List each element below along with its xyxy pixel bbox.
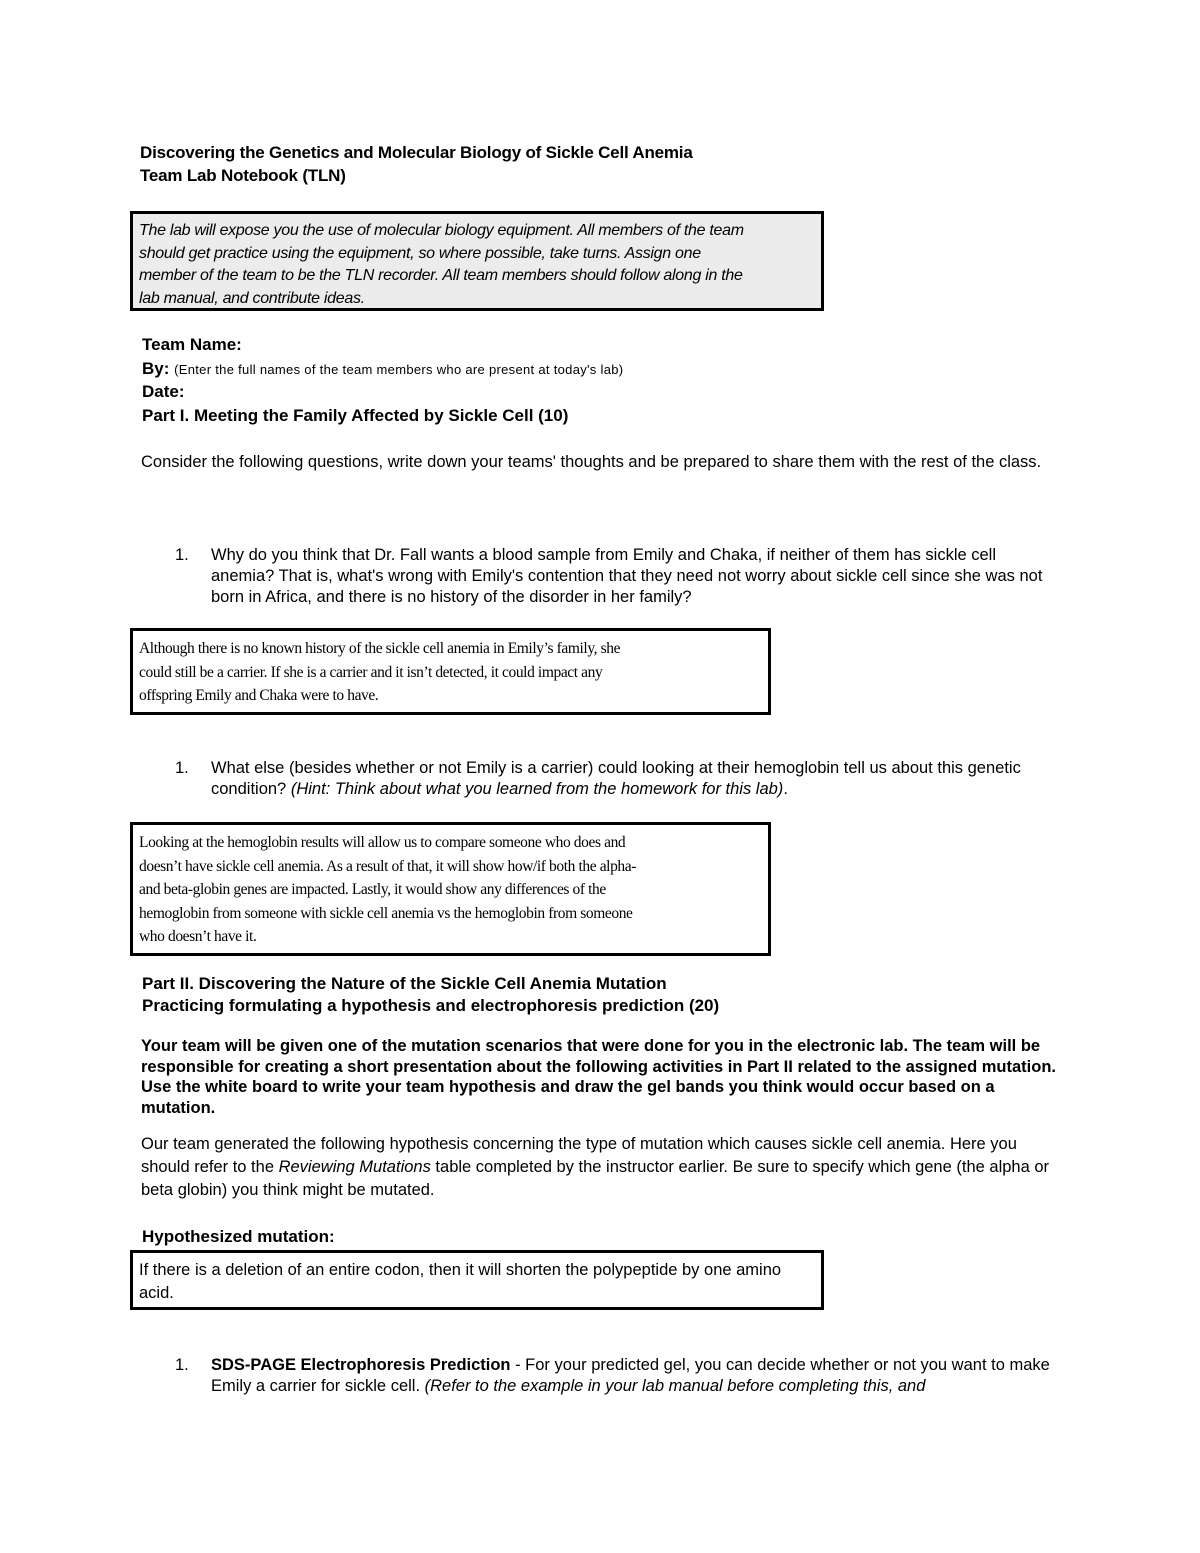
question-text: Why do you think that Dr. Fall wants a blood sample from Emily and Chaka, if neither of them has sickle cell anemia? That is, what's wrong with Emily's contention that they need not worry about sickle cell since she was not born in Africa, and there is no history of the disorder in her family?	[211, 546, 1043, 606]
answer-box-2[interactable]	[130, 822, 771, 956]
sds-bold: SDS-PAGE Electrophoresis Prediction	[211, 1356, 511, 1374]
question-body: What else (besides whether or not Emily is a carrier) could looking at their hemoglobin tell us about this genetic condition?	[211, 759, 1021, 798]
document-title	[140, 141, 693, 187]
sds-italic: (Refer to the example in your lab manual before completing this, and	[424, 1377, 926, 1395]
question-hint: (Hint: Think about what you learned from the homework for this lab)	[290, 780, 784, 798]
hypothesized-label: Hypothesized mutation:	[142, 1227, 335, 1246]
question-1	[175, 545, 1055, 608]
answer-line: offspring Emily and Chaka were to have.	[139, 687, 379, 704]
part1-instructions: Consider the following questions, write down your teams' thoughts and be prepared to share them with the rest of the class.	[141, 453, 1042, 471]
answer-line: could still be a carrier. If she is a carrier and it isn’t detected, it could impact any	[139, 663, 603, 681]
part1-heading: Part I. Meeting the Family Affected by Sickle Cell (10)	[142, 406, 569, 425]
sds-question	[175, 1355, 1055, 1397]
hypothesis-answer-box[interactable]	[130, 1250, 824, 1310]
intro-box	[130, 211, 824, 311]
hypothesis-intro-b: table completed by the instructor earlier. Be sure to specify which gene (the alpha or beta globin) you think might be mutated.	[141, 1158, 1050, 1199]
by-row	[142, 358, 623, 381]
date-label: Date:	[142, 382, 185, 401]
hypothesis-intro-italic: Reviewing Mutations	[278, 1158, 431, 1176]
intro-line: member of the team to be the TLN recorder. All team members should follow along in the	[139, 267, 743, 284]
hypothesis-answer: If there is a deletion of an entire codon, then it will shorten the polypeptide by one amino acid.	[139, 1261, 782, 1302]
sds-text: - For your predicted gel, you can decide whether or not you want to make Emily a carrier for sickle cell.	[211, 1356, 1050, 1395]
intro-line: should get practice using the equipment, so where possible, take turns. Assign one	[139, 244, 701, 262]
answer-line: Although there is no known history of the sickle cell anemia in Emily’s family, she	[139, 640, 621, 657]
by-note: (Enter the full names of the team members who are present at today's lab)	[174, 362, 624, 377]
hypothesis-intro-a: Our team generated the following hypothesis concerning the type of mutation which causes sickle cell anemia. Here you should refer to the	[141, 1135, 1017, 1176]
team-name-label: Team Name:	[142, 335, 242, 354]
intro-line: The lab will expose you the use of molecular biology equipment. All members of the team	[139, 222, 744, 239]
answer-line: and beta-globin genes are impacted. Lastly, it would show any differences of the	[139, 881, 606, 898]
part2-heading-line2: Practicing formulating a hypothesis and electrophoresis prediction (20)	[142, 996, 720, 1015]
part2-heading	[142, 973, 719, 1017]
question-2	[175, 758, 1055, 800]
title-line: Discovering the Genetics and Molecular Biology of Sickle Cell Anemia	[140, 143, 693, 162]
question-number: 1.	[175, 1356, 189, 1374]
question-number: 1.	[175, 546, 189, 564]
question-end: .	[783, 780, 788, 798]
question-text	[211, 758, 1055, 800]
intro-line: lab manual, and contribute ideas.	[139, 289, 365, 307]
answer-line: Looking at the hemoglobin results will allow us to compare someone who does and	[139, 834, 626, 851]
answer-line: hemoglobin from someone with sickle cell anemia vs the hemoglobin from someone	[139, 904, 633, 922]
answer-line: doesn’t have sickle cell anemia. As a result of that, it will show how/if both the alpha-	[139, 857, 637, 875]
question-number: 1.	[175, 759, 189, 777]
question-text	[211, 1355, 1055, 1397]
part2-heading-line1: Part II. Discovering the Nature of the Sickle Cell Anemia Mutation	[142, 974, 667, 993]
subtitle-line: Team Lab Notebook (TLN)	[140, 166, 346, 185]
by-label: By:	[142, 359, 170, 378]
answer-line: who doesn’t have it.	[139, 928, 257, 945]
hypothesis-intro	[141, 1133, 1066, 1202]
part2-instructions: Your team will be given one of the mutation scenarios that were done for you in the electronic lab. The team will be responsible for creating a short presentation about the following activities in Part II related to the assigned mutation. Use the white board to write your team hypothesis and draw the gel bands you think would occur based on a mutation.	[141, 1037, 1056, 1117]
answer-box-1[interactable]	[130, 628, 771, 715]
